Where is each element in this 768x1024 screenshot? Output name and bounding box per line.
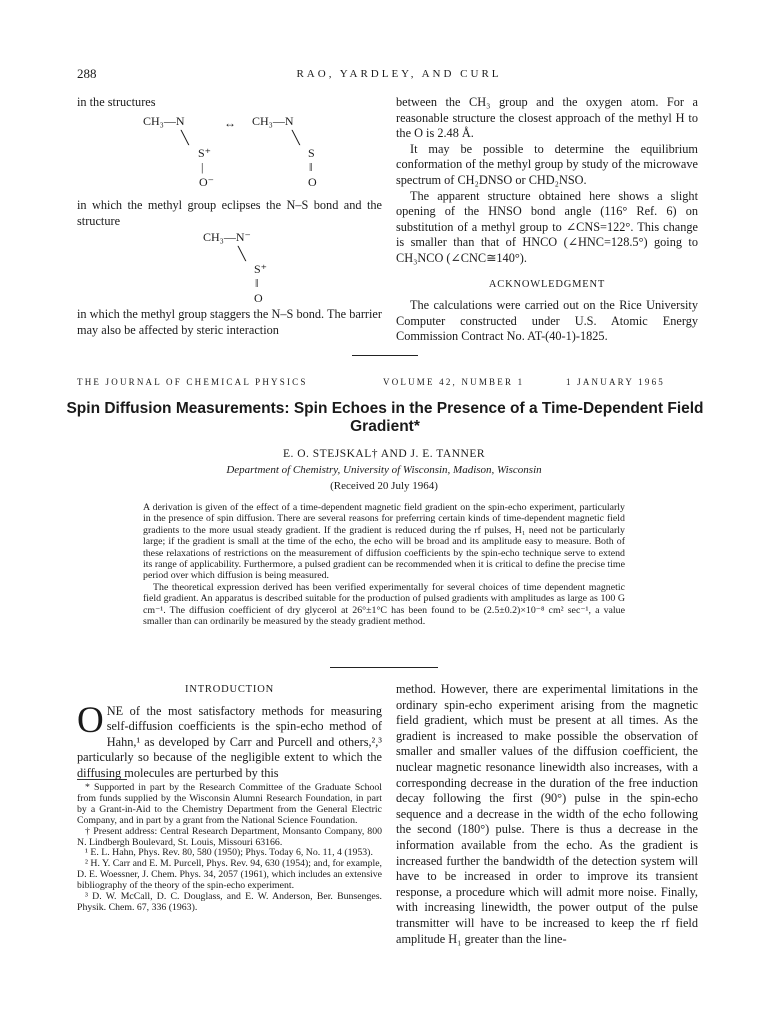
authors: E. O. STEJSKAL† AND J. E. TANNER — [282, 448, 486, 460]
structure-2-mid: S⁺ — [254, 262, 268, 276]
abstract — [143, 502, 625, 627]
right-top-para-2: It may be possible to determine the equilibrium conformation of the methyl group by study of the microwave spectrum of CH₂DNSO or CHD₂NSO. — [396, 141, 698, 187]
footnote-ref-1: ¹ E. L. Hahn, Phys. Rev. 80, 580 (1950); Phys. Today 6, No. 11, 4 (1953). — [85, 847, 373, 859]
structure-1-right-top: CH₃—N — [252, 114, 294, 128]
structure-1-right-mid: S — [308, 146, 315, 160]
abstract-para-2: The theoretical expression derived has been verified experimentally for several choices of time dependent magnetic field gradient. An apparatus is described suitable for the production of pulsed gradients with amplitudes as large as 100 G cm⁻¹. The diffusion coefficient of dry glycerol at 26°±1°C has been found to be (2.5±0.2)×10⁻⁸ cm² sec⁻¹, a value smaller than can ordinarily be measured by the steady gradient method. — [143, 581, 625, 628]
intro-left-text — [77, 699, 382, 782]
intro-left-column — [77, 682, 382, 782]
right-top-para-3: The apparent structure obtained here shows a slight opening of the HNSO bond angle (116° Ref. 6) on substitution of a methyl group to ∠CNS=122°. This change is smaller than that of HNCO (∠HNC=128.5°) going to CH₃NCO (∠CNC≅140°). — [396, 188, 698, 265]
intro-left-body: NE of the most satisfactory methods for measuring self-diffusion coefficients is the spin-echo method of Hahn,¹ as developed by Carr and Purcell and others,²,³ particularly so because of the negligible extent to which the diffusing molecules are perturbed by this — [77, 703, 382, 780]
introduction-heading: INTRODUCTION — [185, 684, 274, 695]
structure-2-top: CH₃—N⁻ — [203, 230, 251, 244]
structure-1-left-bond: ╲ — [181, 130, 189, 145]
structure-1-right-bar: ‖ — [309, 160, 313, 174]
left-top-para-1: in which the methyl group eclipses the N–S bond and the structure — [77, 198, 382, 228]
structure-2-bar: ‖ — [255, 276, 259, 290]
right-top-column — [396, 95, 698, 345]
right-top-para-1: between the CH₃ group and the oxygen atom. For a reasonable structure the closest approach of the methyl H to the O is 2.48 Å. — [396, 95, 698, 141]
structure-1-left-mid: S⁺ — [198, 146, 212, 160]
structure-2-bottom: O — [254, 291, 263, 305]
acknowledgment-text: The calculations were carried out on the Rice University Computer constructed under U.S. Atomic Energy Commission Contract No. AT-(40-1)-1825. — [396, 298, 698, 344]
left-top-para-2-wrap — [77, 307, 382, 338]
footnotes — [77, 783, 382, 914]
footnote-funding: * Supported in part by the Research Committee of the Graduate School from funds supplied by the Wisconsin Alumni Research Foundation, in part by a Grant-in-Aid to the Chemistry Department from the General Electric Company, and in part by a grant from the National Science Foundation. — [77, 782, 382, 826]
structure-1-left — [143, 114, 213, 194]
department: Department of Chemistry, University of Wisconsin, Madison, Wisconsin — [226, 464, 542, 476]
structures-intro: in the structures — [77, 95, 156, 109]
intro-right-text: method. However, there are experimental limitations in the ordinary spin-echo experiment arising from the magnetic field gradient, which must be present at all times. As the gradient is increased to make possible the observation of smaller and smaller values of the diffusion coefficient, the nuclear magnetic resonance linewidth also increases, with a corresponding decrease in the duration of the free induction decay following the first (90°) pulse in the spin-echo sequence and a decrease in the width of the echo following the second (180°) pulse. There is thus a decrease in the information available from the echo. As the gradient is increased further the bandwidth of the detection system will have to be increased in order to improve its transient response, a procedure which will admit more noise. Finally, with increasing linewidth, the power output of the pulse transmitter will have to be increased to keep the rf field amplitude H₁ greater than the line- — [396, 682, 698, 946]
running-head: RAO, YARDLEY, AND CURL — [296, 68, 502, 80]
footnote-ref-3: ³ D. W. McCall, D. C. Douglass, and E. W. Anderson, Ber. Bunsenges. Physik. Chem. 67, 336 (1963). — [77, 891, 382, 913]
issue-date: 1 JANUARY 1965 — [566, 377, 665, 387]
structure-1-right-bond: ╲ — [292, 130, 300, 145]
page-number: 288 — [77, 66, 97, 81]
dropcap: O — [77, 699, 104, 741]
left-top-para-1-wrap — [77, 198, 382, 229]
footnote-ref-2: ² H. Y. Carr and E. M. Purcell, Phys. Rev. 94, 630 (1954); and, for example, D. E. Woessner, J. Chem. Phys. 34, 2057 (1961), which includes an extensive bibliography of the theory of the spin-echo experiment. — [77, 858, 382, 892]
abstract-para-1: A derivation is given of the effect of a time-dependent magnetic field gradient on the spin-echo experiment, particularly in the presence of spin diffusion. There are several reasons for preferring certain kinds of time-dependent magnetic field gradients to the more usual steady gradient. If the gradient is reduced during the rf pulses, H₁ need not be particularly large; if the gradient is small at the time of the echo, the echo will be broad and its amplitude easy to measure. Both of these relaxations of restrictions on the measurement of diffusion coefficients by the spin-echo technique serve to extend its range of applicability. Furthermore, a pulsed gradient can be recommended when it is critical to define the precise time period over which diffusion is being measured. — [143, 502, 625, 582]
footnote-separator — [77, 779, 127, 780]
structure-1-left-top: CH₃—N — [143, 114, 185, 128]
structure-1-left-bar: | — [201, 160, 204, 174]
article-separator — [352, 355, 418, 356]
received-date: (Received 20 July 1964) — [330, 480, 438, 492]
acknowledgment-heading: ACKNOWLEDGMENT — [488, 278, 606, 290]
intro-right-column — [396, 682, 698, 947]
structure-2 — [203, 230, 293, 310]
structure-1-right-bottom: O — [308, 175, 317, 189]
left-top-para-2: in which the methyl group staggers the N–S bond. The barrier may also be affected by steric interaction — [77, 307, 382, 337]
left-top-column — [77, 95, 382, 111]
journal-name: THE JOURNAL OF CHEMICAL PHYSICS — [77, 377, 308, 387]
article-title: Spin Diffusion Measurements: Spin Echoes in the Presence of a Time-Dependent Field Gradient* — [66, 400, 704, 435]
structure-1-right — [252, 114, 332, 194]
volume-number: VOLUME 42, NUMBER 1 — [383, 377, 525, 387]
resonance-arrow: ↔ — [224, 116, 236, 130]
structure-2-bond: ╲ — [238, 246, 246, 261]
footnote-address: † Present address: Central Research Department, Monsanto Company, 800 N. Lindbergh Boulevard, St. Louis, Missouri 63166. — [77, 825, 382, 848]
abstract-separator — [330, 667, 438, 668]
structure-1-left-bottom: O⁻ — [199, 175, 214, 189]
